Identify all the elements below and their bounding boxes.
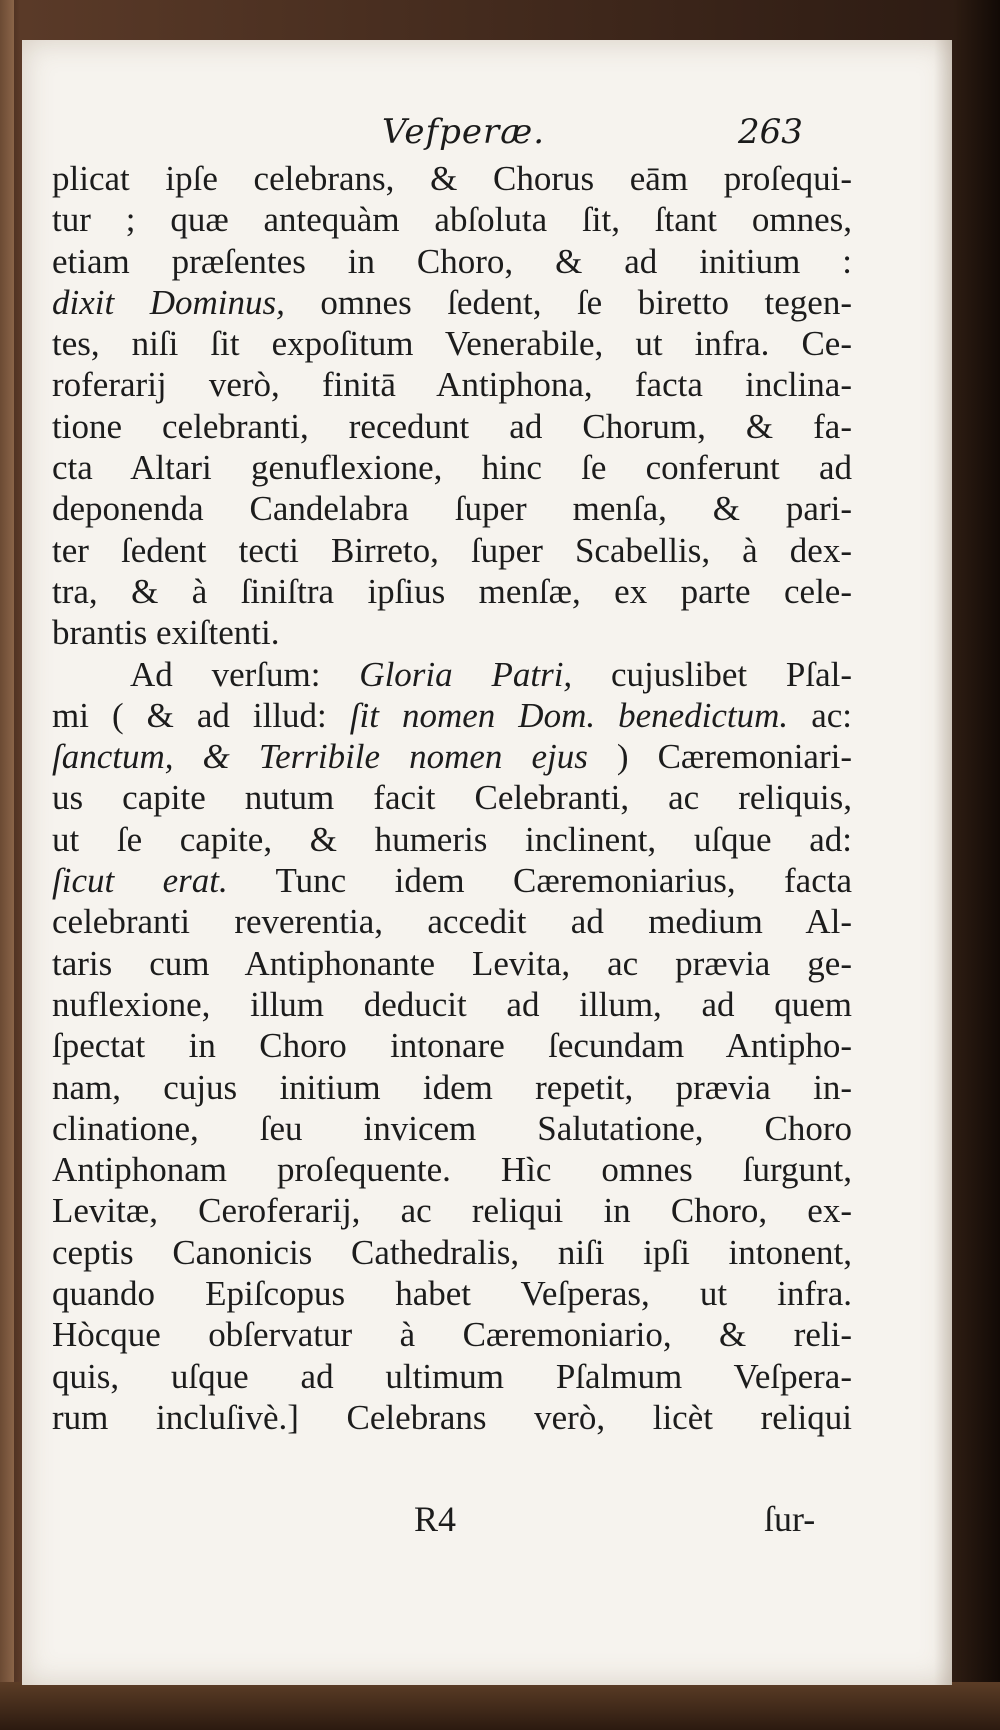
text-line: taris cum Antiphonante Levita, ac prævia ge- [52,943,852,983]
text-line: ceptis Canonicis Cathedralis, niſi ipſi intonent, [52,1232,852,1272]
text-span: ) Cæremoniari- [587,737,852,777]
text-line: ut ſe capite, & humeris inclinent, uſque ad: [52,819,852,859]
text-line: Antiphonam proſequente. Hìc omnes ſurgunt, [52,1150,852,1190]
text-span: Tunc idem Cæremoniarius, facta [227,861,852,901]
page-number: 263 [738,112,803,152]
text-line [52,736,852,777]
text-line: quis, uſque ad ultimum Pſalmum Veſpera- [52,1356,852,1396]
text-line [52,654,852,695]
book-page [22,40,952,1685]
text-span: mi ( & ad illud: [52,695,350,735]
body-text [52,158,852,1438]
italic-phrase: dixit Dominus, [52,282,285,322]
text-line: roferarij verò, finitā Antiphona, facta inclina- [52,365,852,405]
signature-mark: R4 [414,1499,457,1539]
book-spine-edge [0,0,14,1730]
text-line: quando Epiſcopus habet Veſperas, ut infra. [52,1274,852,1314]
text-span: ac: [788,695,852,735]
text-line: tione celebranti, recedunt ad Chorum, & fa- [52,406,852,446]
text-line: clinatione, ſeu invicem Salutatione, Choro [52,1108,852,1148]
text-line [52,695,852,736]
text-line: etiam præſentes in Choro, & ad initium : [52,241,852,281]
catchword: ſur- [764,1499,816,1539]
text-line: cta Altari genuflexione, hinc ſe conferunt ad [52,448,852,488]
italic-phrase: ſicut erat. [52,861,228,901]
text-line: tra, & à ſiniſtra ipſius menſæ, ex parte cele- [52,571,852,611]
text-line: us capite nutum facit Celebranti, ac reliquis, [52,778,852,818]
running-head: Vefperæ. [382,112,546,152]
text-line: tes, niſi ſit expoſitum Venerabile, ut infra. Ce- [52,324,852,364]
page-header [22,112,952,156]
text-line: nam, cujus initium idem repetit, prævia in- [52,1067,852,1107]
text-line: ſpectat in Choro intonare ſecundam Antipho- [52,1026,852,1066]
text-line: deponenda Candelabra ſuper menſa, & pari- [52,489,852,529]
text-line: nuflexione, illum deducit ad illum, ad quem [52,984,852,1024]
italic-phrase: Gloria Patri, [359,654,573,694]
text-line: Levitæ, Ceroferarij, ac reliqui in Choro, ex- [52,1191,852,1231]
text-span: omnes ſedent, ſe biretto tegen- [284,282,852,322]
text-line: plicat ipſe celebrans, & Chorus eām proſequi- [52,159,852,198]
text-line [52,282,852,323]
text-line: celebranti reverentia, accedit ad medium Al- [52,902,852,942]
book-bottom-edge [0,1682,1000,1730]
text-span: Ad verſum: [130,654,360,694]
italic-phrase: ſanctum, & Terribile nomen ejus [52,737,588,777]
text-line [52,860,852,901]
text-span: cujuslibet Pſal- [572,654,853,694]
text-line: tur ; quæ antequàm abſoluta ſit, ſtant omnes, [52,200,852,240]
italic-phrase: ſit nomen Dom. benedictum. [349,695,789,735]
text-line: brantis exiſtenti. [52,613,280,653]
text-line: rum incluſivè.] Celebrans verò, licèt reliqui [52,1397,852,1437]
text-line: ter ſedent tecti Birreto, ſuper Scabellis, à dex- [52,530,852,570]
book-fore-edge [954,0,1000,1730]
text-line: Hòcque obſervatur à Cæremoniario, & reli- [52,1315,852,1355]
